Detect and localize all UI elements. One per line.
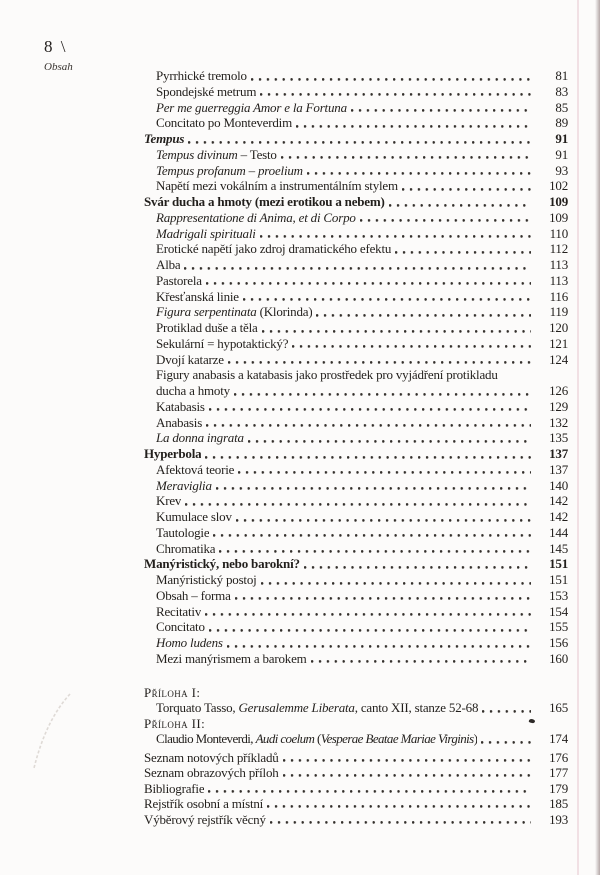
toc-entry-label: Tempus profanum – proelium <box>156 162 303 178</box>
dot-leader <box>395 241 531 257</box>
toc-entry-label: Figury anabasis a katabasis jako prostředek pro vyjádření protikladu <box>156 367 498 383</box>
dot-leader <box>316 304 531 320</box>
toc-entry <box>144 383 568 399</box>
toc-entry-page: 112 <box>549 241 568 257</box>
toc-entry-page: 113 <box>549 272 568 288</box>
toc-entry-page: 153 <box>549 587 568 603</box>
dot-leader <box>283 750 531 765</box>
dot-leader <box>262 320 531 336</box>
toc-entry-page: 119 <box>549 304 568 320</box>
toc-entry <box>144 352 568 368</box>
scan-page-edge-pink-line <box>577 0 579 875</box>
page-number: 8 \ <box>44 37 68 56</box>
toc-entry-page: 151 <box>549 572 568 587</box>
toc-entry-page: 142 <box>549 509 568 524</box>
toc-entry-label: Bibliografie <box>144 780 205 796</box>
toc-entry-label: Claudio Monteverdi, Audi coelum (Vesperae Beatae Mariae Virginis) <box>156 731 478 747</box>
dot-leader <box>236 509 531 525</box>
toc-entry-page: 81 <box>555 68 568 83</box>
dot-leader <box>292 336 531 352</box>
toc-entry-page: 142 <box>549 493 568 509</box>
toc-entry <box>144 147 568 163</box>
toc-entry-page: 120 <box>549 320 568 335</box>
toc-entry <box>144 163 568 179</box>
dot-leader <box>184 257 531 273</box>
toc-entry-label: Meraviglia <box>156 477 212 493</box>
toc-entry-page: 124 <box>549 351 568 367</box>
toc-entry-label: Krev <box>156 493 182 509</box>
toc-entry <box>144 446 568 462</box>
dot-leader <box>270 812 531 827</box>
toc-entry <box>144 241 568 257</box>
dot-leader <box>260 226 531 242</box>
toc-entry-label: Pyrrhické tremolo <box>156 68 247 83</box>
toc-entry-label: Příloha II: <box>144 715 206 731</box>
toc-entry-page: 91 <box>555 131 568 146</box>
toc-entry-page: 155 <box>549 619 568 635</box>
toc-entry <box>144 257 568 273</box>
toc-entry-label: Homo ludens <box>156 635 223 650</box>
toc-entry <box>144 588 568 604</box>
toc-entry <box>144 131 568 147</box>
toc-entry-page: 83 <box>555 83 568 99</box>
toc-entry-page: 132 <box>549 414 568 430</box>
dot-leader <box>205 446 531 462</box>
toc-entry <box>144 430 568 446</box>
toc-entry <box>144 604 568 620</box>
toc-entry <box>144 115 568 131</box>
toc-entry <box>144 750 568 765</box>
toc-main-list <box>144 68 568 667</box>
dot-leader <box>351 100 531 116</box>
toc-entry-label: Spondejské metrum <box>156 83 257 99</box>
toc-entry <box>144 100 568 116</box>
toc-entry-label: Figura serpentinata (Klorinda) <box>156 304 313 320</box>
toc-entry-label: Výběrový rejstřík věcný <box>144 811 266 827</box>
toc-entry-label: Alba <box>156 257 181 272</box>
dot-leader <box>206 415 531 431</box>
toc-entry-label: Seznam notových příkladů <box>144 749 279 765</box>
toc-entry-page: 109 <box>549 209 568 225</box>
dot-leader <box>251 68 531 84</box>
toc-entry-label: Hyperbola <box>144 446 202 461</box>
toc-entry <box>144 731 568 746</box>
dot-leader <box>360 210 531 226</box>
toc-entry <box>144 700 568 715</box>
dot-leader <box>267 796 531 811</box>
dot-leader <box>402 178 531 194</box>
toc-entry <box>144 796 568 811</box>
toc-appendix-list <box>144 685 568 827</box>
dot-leader <box>307 163 531 179</box>
toc-entry-page: 126 <box>549 383 568 398</box>
dot-leader <box>206 273 531 289</box>
scan-crease-mark <box>20 680 110 790</box>
dot-leader <box>243 289 531 305</box>
dot-leader <box>205 604 531 620</box>
toc-entry <box>144 68 568 84</box>
toc-entry-label: Sekulární = hypotaktický? <box>156 335 289 351</box>
toc-entry-page: 110 <box>549 225 568 241</box>
dot-leader <box>188 131 531 147</box>
toc-entry-page: 102 <box>549 178 568 194</box>
toc-entry-page: 137 <box>549 446 568 461</box>
toc-entry-page: 89 <box>555 115 568 131</box>
toc-entry-label: Kumulace slov <box>156 509 232 524</box>
toc-entry <box>144 635 568 651</box>
toc-entry <box>144 273 568 289</box>
dot-leader <box>281 147 531 163</box>
toc-entry-page: 116 <box>549 288 568 304</box>
toc-entry-label: Manýristický postoj <box>156 572 257 587</box>
toc-entry <box>144 556 568 572</box>
toc-entry-page: 176 <box>549 749 568 765</box>
toc-entry <box>144 509 568 525</box>
toc-entry-label: Afektová teorie <box>156 461 235 477</box>
scan-page-edge-shadow <box>595 0 600 875</box>
toc-entry-label: Napětí mezi vokálním a instrumentálním stylem <box>156 178 398 194</box>
toc-entry-page: 151 <box>549 556 568 572</box>
toc-entry-label: Tempus divinum – Testo <box>156 146 277 162</box>
dot-leader <box>238 462 531 478</box>
toc-entry <box>144 289 568 305</box>
toc-entry-label: Chromatika <box>156 540 216 556</box>
toc-entry-page: 165 <box>549 700 568 716</box>
toc-entry-page: 144 <box>549 524 568 540</box>
dot-leader <box>208 781 531 796</box>
toc-entry <box>144 462 568 478</box>
toc-entry-label: Dvojí katarze <box>156 351 224 367</box>
toc-entry-label: Mezi manýrismem a barokem <box>156 650 307 666</box>
toc-entry <box>144 812 568 827</box>
dot-leader <box>185 493 531 509</box>
toc-entry-label: Seznam obrazových příloh <box>144 765 279 781</box>
dot-leader <box>304 556 531 572</box>
toc-entry-label: Tautologie <box>156 524 210 540</box>
toc-entry <box>144 320 568 336</box>
dot-leader <box>283 765 531 780</box>
dot-leader <box>213 525 531 541</box>
toc-entry-page: 85 <box>555 99 568 115</box>
toc-entry <box>144 541 568 557</box>
toc-entry-label: Erotické napětí jako zdroj dramatického efektu <box>156 241 392 257</box>
toc-entry <box>144 572 568 588</box>
dot-leader <box>234 383 531 399</box>
dot-leader <box>261 572 531 588</box>
dot-leader <box>481 731 531 746</box>
toc-entry-page: 185 <box>549 796 568 812</box>
toc-entry-page: 193 <box>549 811 568 827</box>
toc-entry-label: Tempus <box>144 131 185 146</box>
toc-entry-page: 145 <box>549 540 568 556</box>
dot-leader <box>216 478 531 494</box>
toc-entry-label: Rejstřík osobní a místní <box>144 796 264 812</box>
toc-entry-page: 109 <box>549 194 568 209</box>
toc-entry-label: Obsah – forma <box>156 587 231 603</box>
toc-entry-page: 93 <box>555 162 568 178</box>
toc-entry-label: ducha a hmoty <box>156 383 230 398</box>
toc-entry-page: 113 <box>549 257 568 272</box>
toc-entry <box>144 765 568 780</box>
toc-entry-label: La donna ingrata <box>156 430 244 446</box>
dot-leader <box>389 194 531 210</box>
toc-entry-label: Rappresentatione di Anima, et di Corpo <box>156 209 356 225</box>
toc-entry-label: Manýristický, nebo barokní? <box>144 556 300 572</box>
toc-entry <box>144 84 568 100</box>
toc-entry-page: 177 <box>549 765 568 781</box>
toc-entry <box>144 716 568 731</box>
toc-entry <box>144 415 568 431</box>
toc-entry-page: 129 <box>549 398 568 414</box>
toc-entry-label: Concitato po Monteverdim <box>156 115 293 131</box>
toc-entry <box>144 651 568 667</box>
dot-leader <box>227 635 531 651</box>
toc-entry-label: Torquato Tasso, Gerusalemme Liberata, canto XII, stanze 52-68 <box>156 700 479 716</box>
dot-leader <box>248 430 531 446</box>
toc-entry <box>144 619 568 635</box>
toc-entry <box>144 493 568 509</box>
dot-leader <box>311 651 531 667</box>
dot-leader <box>235 588 531 604</box>
toc-entry-label: Pastorela <box>156 272 202 288</box>
toc-entry-label: Madrigali spirituali <box>156 225 256 241</box>
toc-entry-page: 135 <box>549 430 568 446</box>
toc-entry <box>144 194 568 210</box>
toc-entry-page: 156 <box>549 635 568 650</box>
toc-entry-page: 179 <box>549 780 568 796</box>
toc-entry-label: Katabasis <box>156 398 205 414</box>
toc-entry-page: 174 <box>549 731 568 747</box>
toc-entry <box>144 336 568 352</box>
running-head-obsah: Obsah <box>44 61 73 73</box>
toc-entry-page: 154 <box>549 603 568 619</box>
toc-entry-label: Protiklad duše a těla <box>156 320 258 335</box>
toc-entry-label: Concitato <box>156 619 205 635</box>
toc-entry-label: Svár ducha a hmoty (mezi erotikou a nebem) <box>144 194 385 209</box>
dot-leader <box>260 84 531 100</box>
toc-entry-label: Per me guerreggia Amor e la Fortuna <box>156 99 347 115</box>
toc-entry-label: Příloha I: <box>144 685 201 700</box>
toc-entry <box>144 226 568 242</box>
toc-entry <box>144 178 568 194</box>
toc-entry <box>144 525 568 541</box>
dot-leader <box>209 619 531 635</box>
toc-entry-label: Anabasis <box>156 414 203 430</box>
toc-entry <box>144 685 568 700</box>
toc-entry-page: 91 <box>555 146 568 162</box>
toc-entry <box>144 367 568 383</box>
toc-entry-label: Recitativ <box>156 603 202 619</box>
toc-entry <box>144 304 568 320</box>
toc-entry-page: 121 <box>549 335 568 351</box>
dot-leader <box>482 700 531 715</box>
toc-entry-label: Křesťanská linie <box>156 288 239 304</box>
toc-entry <box>144 210 568 226</box>
toc-entry <box>144 478 568 494</box>
toc-entry-page: 140 <box>549 477 568 493</box>
toc-entry <box>144 399 568 415</box>
dot-leader <box>219 541 531 557</box>
dot-leader <box>228 352 531 368</box>
dot-leader <box>296 115 531 131</box>
dot-leader <box>209 399 531 415</box>
toc-entry-page: 137 <box>549 461 568 477</box>
toc-entry <box>144 781 568 796</box>
toc-entry-page: 160 <box>549 650 568 666</box>
